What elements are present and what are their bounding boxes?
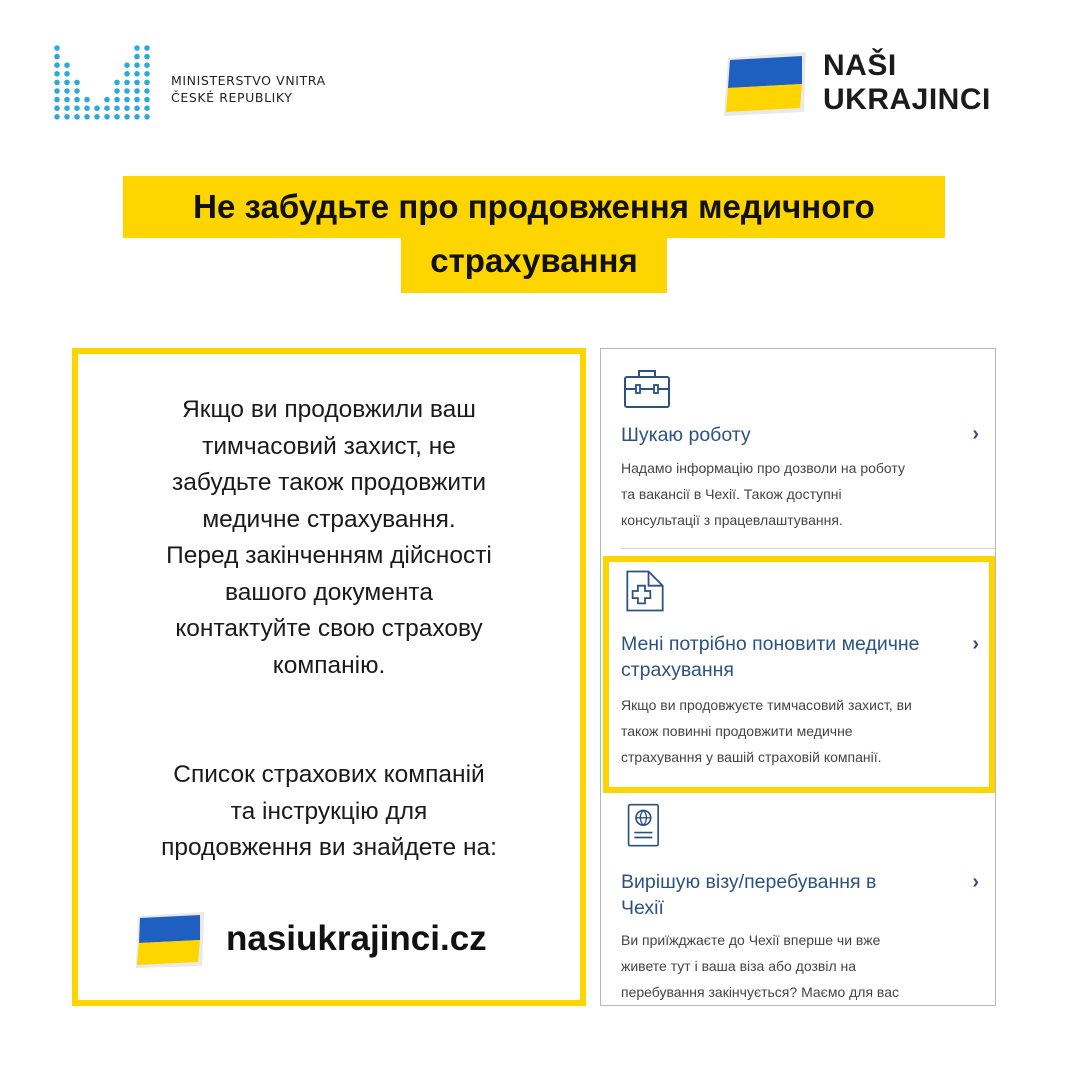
- service-description-line: страхування у вашій страховій компанії.: [621, 749, 882, 765]
- briefcase-icon: [621, 365, 673, 411]
- logo-dot: [54, 97, 60, 103]
- info-paragraph-2: [78, 757, 580, 867]
- info-line: продовження ви знайдете на:: [161, 834, 497, 861]
- ukraine-flag-icon: [134, 910, 206, 970]
- ministry-logo-icon: [52, 44, 152, 122]
- logo-dot: [74, 114, 80, 120]
- brand-name: [823, 49, 991, 117]
- service-description-line: Надамо інформацію про дозволи на роботу: [621, 460, 905, 476]
- service-title[interactable]: [621, 422, 961, 448]
- logo-dot: [114, 88, 120, 94]
- service-title-line[interactable]: Чехії: [621, 897, 664, 919]
- logo-dot: [54, 114, 60, 120]
- logo-dot: [64, 88, 70, 94]
- logo-dot: [64, 97, 70, 103]
- ministry-name-line2: ČESKÉ REPUBLIKY: [171, 90, 293, 105]
- service-description-line: Якщо ви продовжуєте тимчасовий захист, ви: [621, 697, 912, 713]
- chevron-right-icon[interactable]: ›: [972, 423, 979, 445]
- logo-dot: [114, 97, 120, 103]
- service-description-line: консультації з працевлаштування.: [621, 512, 843, 528]
- service-description-line: та вакансії в Чехії. Також доступні: [621, 486, 842, 502]
- logo-dot: [74, 97, 80, 103]
- logo-dot: [94, 114, 100, 120]
- logo-dot: [144, 62, 150, 68]
- logo-dot: [124, 62, 130, 68]
- chevron-right-icon[interactable]: ›: [972, 871, 979, 893]
- logo-dot: [134, 45, 140, 51]
- logo-dot: [124, 97, 130, 103]
- logo-dot: [124, 71, 130, 77]
- logo-dot: [124, 114, 130, 120]
- info-paragraph-1: [78, 392, 580, 684]
- logo-dot: [104, 97, 110, 103]
- headline-line1: Не забудьте про продовження медичного: [123, 176, 945, 238]
- service-title-line[interactable]: Шукаю роботу: [621, 424, 751, 446]
- ministry-name: [171, 72, 326, 106]
- service-title[interactable]: [621, 869, 961, 921]
- service-description: [621, 455, 981, 533]
- logo-dot: [54, 105, 60, 111]
- logo-dot: [64, 80, 70, 86]
- info-card: [72, 348, 586, 1006]
- logo-dot: [94, 105, 100, 111]
- logo-dot: [64, 114, 70, 120]
- logo-dot: [134, 54, 140, 60]
- logo-dot: [144, 45, 150, 51]
- logo-dot: [54, 80, 60, 86]
- logo-dot: [54, 62, 60, 68]
- logo-dot: [124, 80, 130, 86]
- logo-dot: [54, 88, 60, 94]
- info-line: забудьте також продовжити: [171, 469, 487, 496]
- info-line: та інструкцію для: [230, 797, 428, 825]
- service-title-line[interactable]: страхування: [621, 659, 734, 681]
- ministry-name-line1: MINISTERSTVO VNITRA: [171, 73, 326, 88]
- logo-dot: [134, 62, 140, 68]
- logo-dot: [134, 105, 140, 111]
- logo-dot: [84, 114, 90, 120]
- service-description-line: живете тут і ваша віза або дозвіл на: [621, 958, 857, 974]
- logo-dot: [144, 97, 150, 103]
- service-description-line: Ви приїжджаєте до Чехії вперше чи вже: [621, 932, 881, 948]
- brand-name-line2: UKRAJINCI: [823, 83, 991, 116]
- service-card-job[interactable]: [601, 349, 995, 554]
- website-url[interactable]: nasiukrajinci.cz: [226, 919, 487, 958]
- info-line: тимчасовий захист, не: [202, 432, 456, 460]
- logo-dot: [134, 97, 140, 103]
- logo-dot: [64, 71, 70, 77]
- logo-dot: [144, 80, 150, 86]
- service-description-line: перебування закінчується? Маємо для вас: [621, 984, 899, 1000]
- logo-dot: [54, 71, 60, 77]
- logo-dot: [114, 105, 120, 111]
- logo-dot: [144, 54, 150, 60]
- logo-dot: [84, 105, 90, 111]
- logo-dot: [74, 80, 80, 86]
- logo-dot: [144, 114, 150, 120]
- info-line: контактуйте свою страхову: [175, 615, 483, 642]
- info-line: вашого документа: [225, 578, 433, 606]
- logo-dot: [134, 88, 140, 94]
- info-line: компанію.: [272, 651, 386, 679]
- logo-dot: [84, 97, 90, 103]
- service-card-visa[interactable]: [601, 797, 995, 1006]
- headline-line2: страхування: [401, 232, 667, 293]
- info-line: Список страхових компаній: [173, 761, 485, 788]
- passport-icon: [619, 803, 671, 849]
- info-line: Якщо ви продовжили ваш: [182, 396, 476, 423]
- logo-dot: [64, 62, 70, 68]
- logo-dot: [74, 88, 80, 94]
- chevron-right-icon[interactable]: ›: [972, 633, 979, 655]
- logo-dot: [144, 88, 150, 94]
- logo-dot: [114, 80, 120, 86]
- ukraine-flag-icon: [722, 50, 810, 118]
- logo-dot: [144, 71, 150, 77]
- logo-dot: [124, 88, 130, 94]
- service-description-line: також повинні продовжити медичне: [621, 723, 853, 739]
- highlight-frame: [603, 556, 995, 793]
- service-description: [621, 927, 981, 1005]
- divider: [621, 548, 995, 549]
- logo-dot: [134, 71, 140, 77]
- logo-dot: [54, 45, 60, 51]
- logo-dot: [124, 105, 130, 111]
- logo-dot: [104, 105, 110, 111]
- service-title-line[interactable]: Мені потрібно поновити медичне: [621, 633, 920, 655]
- info-line: медичне страхування.: [202, 505, 456, 533]
- logo-dot: [64, 105, 70, 111]
- logo-dot: [114, 114, 120, 120]
- logo-dot: [134, 114, 140, 120]
- brand-name-line1: NAŠI: [823, 49, 897, 82]
- website-link[interactable]: [134, 910, 554, 974]
- logo-dot: [54, 54, 60, 60]
- services-panel: [600, 348, 996, 1006]
- logo-dot: [134, 80, 140, 86]
- logo-dot: [104, 114, 110, 120]
- info-line: Перед закінченням дійсності: [166, 542, 492, 569]
- logo-dot: [74, 105, 80, 111]
- service-title-line[interactable]: Вирішую візу/перебування в: [621, 871, 877, 893]
- logo-dot: [144, 105, 150, 111]
